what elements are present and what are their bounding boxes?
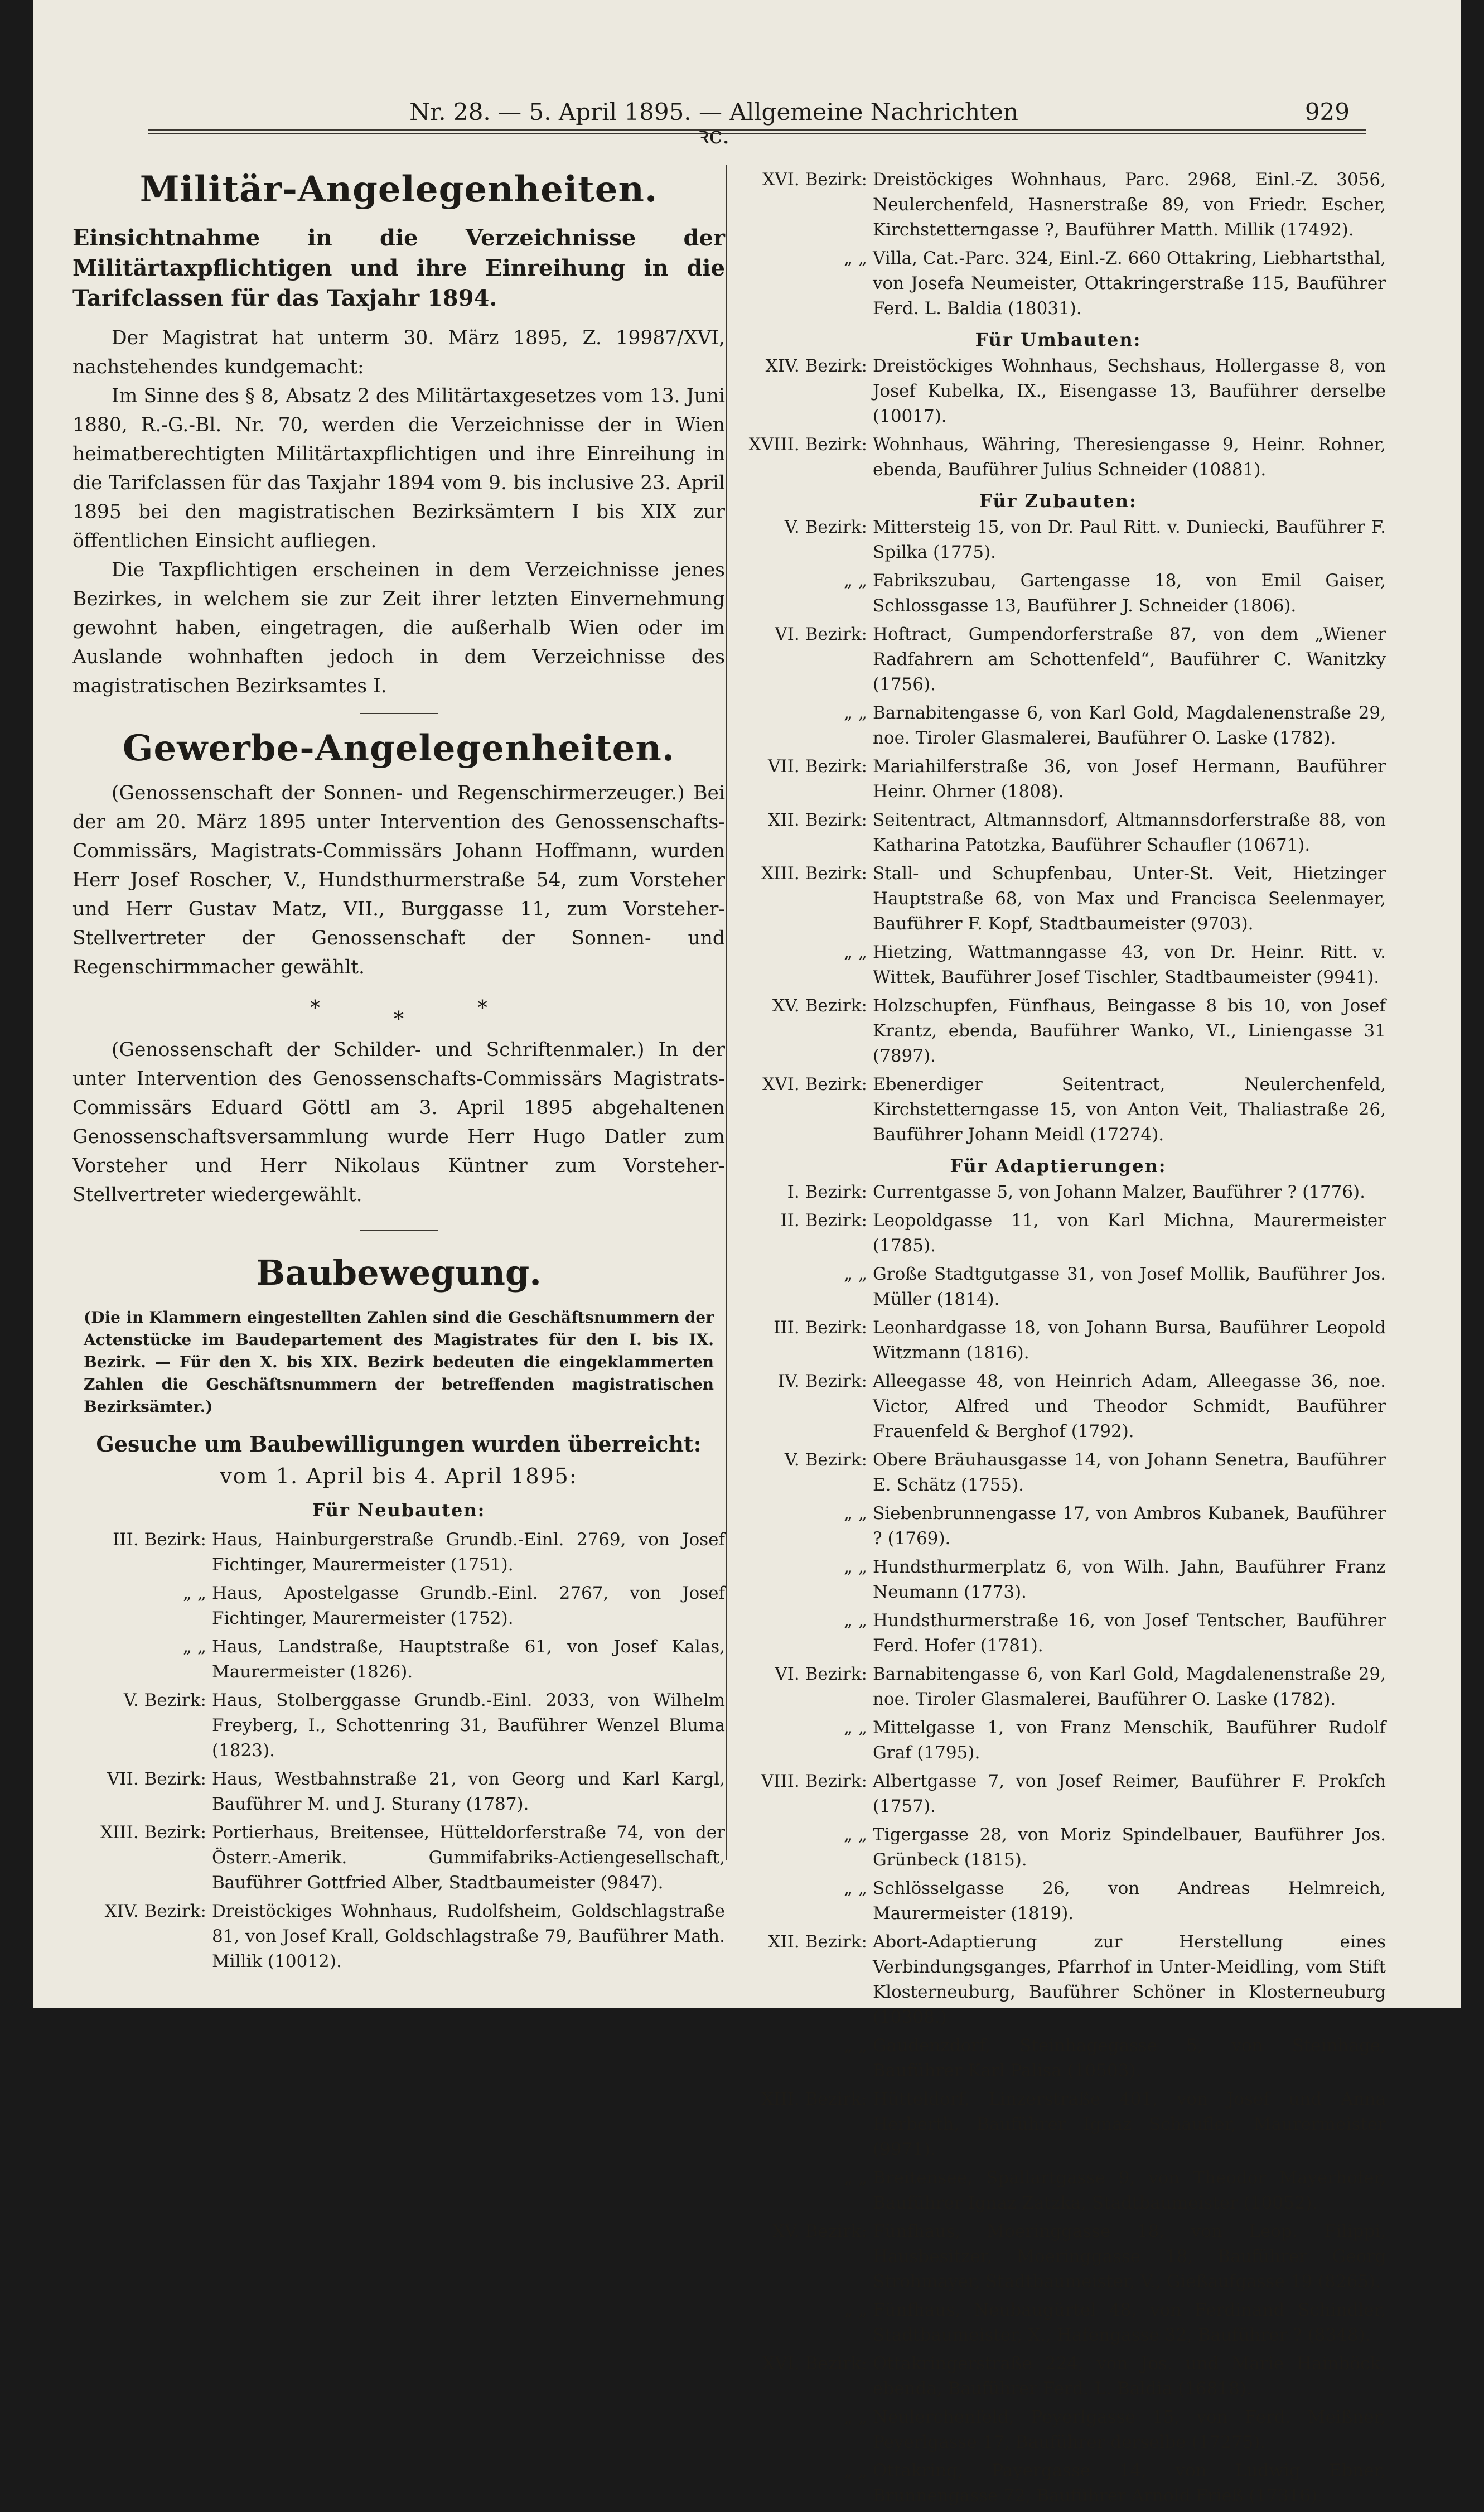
district: „ „	[183, 1637, 206, 1657]
entry-text: Leopoldgasse 11, von Karl Michna, Maurermeister (1785).	[873, 1211, 1386, 1256]
district: „ „	[844, 703, 867, 723]
build-heading: Baubewegung.	[256, 1252, 542, 1293]
district: XIV. Bezirk:	[104, 1901, 206, 1921]
neubauten-heading: Für Neubauten:	[312, 1500, 486, 1521]
list-item	[731, 1501, 1386, 1551]
district: „ „	[844, 1878, 867, 1898]
list-item	[731, 568, 1386, 619]
district: XV. Bezirk:	[772, 996, 867, 1016]
entry-text: Hütteldorf, Linzerstraße 401, von Josef und Anna Herberth, Bauführer Ignaz Schaufler, Maurermeister (9971).	[873, 2089, 1386, 2159]
entry-text: Barnabitengasse 6, von Karl Gold, Magdalenenstraße 29, noe. Tiroler Glasmalerei, Bauführer O. Laske (1782).	[873, 703, 1386, 748]
district: „ „	[844, 1264, 867, 1284]
military-paragraph-3: Die Taxpflichtigen erscheinen in dem Verzeichnisse jenes Bezirkes, in welchem sie zur Zeit ihrer letzten Einvernehmung gewohnt haben, eingetragen, die außerhalb Wien oder im Auslande wohnhaften jedoch in dem Verzeichnisse des magistratischen Bezirksamtes I.	[72, 559, 725, 697]
entry-text: Fünfhaus, Moeringgasse 18, von Leop. Filippi, Hausbesitzer, Moeringgasse 18, Bauführer Georg Strohmayer, Stadtbaumeister, V., Gießaufgasse 19 (8265).	[873, 2221, 1386, 2292]
list-item	[72, 1899, 725, 1974]
district: „ „	[844, 2461, 867, 2481]
list-item	[731, 2405, 1386, 2455]
entry-text: Haus, Stolberggasse Grundb.-Einl. 2033, von Wilhelm Freyberg, I., Schottenring 31, Bauführer Wenzel Bluma (1823).	[212, 1690, 725, 1761]
entry-text: Hietzing, Wattmanngasse 43, von Dr. Heinr. Ritt. v. Wittek, Bauführer Josef Tischler, Stadtbaumeister (9941).	[873, 942, 1386, 987]
umbauten-heading: Für Umbauten:	[975, 329, 1142, 350]
district: „ „	[844, 571, 867, 591]
star: *	[310, 997, 320, 1020]
district: „ „	[844, 942, 867, 962]
entry-text: Große Stadtgutgasse 31, von Josef Mollik, Bauführer Jos. Müller (1814).	[873, 1264, 1386, 1309]
entry-text: Abort-Adaptierung zur Herstellung eines Verbindungsganges, Pfarrhof in Unter-Meidling, vom Stift Klosterneuburg, Bauführer Schöner in Klosterneuburg (10308.)	[873, 1932, 1386, 2027]
list-item	[731, 861, 1386, 937]
list-item	[731, 2298, 1386, 2348]
list-item	[731, 1180, 1386, 1205]
column-divider	[726, 165, 727, 1860]
list-item	[72, 1635, 725, 1685]
list-item	[731, 622, 1386, 697]
build-date: vom 1. April bis 4. April 1895:	[220, 1464, 578, 1488]
entry-text: Gaudenzdorf, Steinhagegasse 5, von Steinhage, Bauführer Karl Palisa (10503).	[873, 2036, 1386, 2081]
district: XII. Bezirk:	[768, 810, 867, 830]
military-paragraph-2: Im Sinne des § 8, Absatz 2 des Militärtaxgesetzes vom 13. Juni 1880, R.-G.-Bl. Nr. 70, werden die Verzeichnisse der in Wien heimatberechtigten Militärtaxpflichtigen und ihre Einreihung in die Tarifclassen für das Taxjahr 1894 vom 9. bis inclusive 23. April 1895 bei den magistratischen Bezirksämtern I bis XIX zur öffentlichen Einsicht aufliegen.	[72, 385, 725, 552]
district: XV. Bezirk:	[772, 2221, 867, 2241]
district: „ „	[844, 2036, 867, 2056]
list-item	[731, 1822, 1386, 1873]
entry-text: Siebenbrunnengasse 17, von Ambros Kubanek, Bauführer ? (1769).	[873, 1503, 1386, 1549]
list-item	[731, 1369, 1386, 1444]
district: „ „	[844, 2300, 867, 2320]
entry-text: Mittelgasse 1, von Franz Menschik, Bauführer Rudolf Graf (1795).	[873, 1718, 1386, 1763]
header-rule	[148, 129, 1366, 134]
district: II. Bezirk:	[780, 1211, 867, 1231]
entry-text: Ottakringerstraße 224, von Jos. und Marie Hainböck, ebenda, Bauführer Ferd. L. Baldia (16818).	[873, 2354, 1386, 2399]
list-item	[731, 1930, 1386, 2030]
entry-text: Breitensee, Spallartgasse 9, von Theodor Mayerhofer, Bauführer Ignaz Zatzka, Stadtbaumeister (10052).	[873, 2168, 1386, 2213]
trade-paragraph-2: (Genossenschaft der Schilder- und Schriftenmaler.) In der unter Intervention des Genossenschafts-Commissärs Magistrats-Commissärs Eduard Göttl am 3. April 1895 abgehaltenen Genossenschaftsversammlung wurde Herr Hugo Datler zum Vorsteher und Herr Nikolaus Küntner zum Vorsteher-Stellvertreter wiedergewählt.	[72, 1039, 725, 1206]
entry-text: Leonhardgasse 18, von Johann Bursa, Bauführer Leopold Witzmann (1816).	[873, 1318, 1386, 1363]
military-subheading: Einsichtnahme in die Verzeichnisse der Militärtaxpflichtigen und ihre Einreihung in die Tarifclassen für das Taxjahr 1894.	[72, 225, 725, 311]
zubauten-heading: Für Zubauten:	[979, 490, 1137, 512]
district: IV. Bezirk:	[777, 1371, 867, 1391]
list-item	[731, 1208, 1386, 1259]
entry-text: Haus, Westbahnstraße 21, von Georg und Karl Kargl, Bauführer M. und J. Sturany (1787).	[212, 1769, 725, 1814]
entry-text: Hundsthurmerplatz 6, von Wilh. Jahn, Bauführer Franz Neumann (1773).	[873, 1557, 1386, 1602]
star: *	[394, 1008, 404, 1031]
military-heading: Militär-Angelegenheiten.	[139, 168, 658, 210]
entry-text: Schlösselgasse 26, von Andreas Helmreich, Maurermeister (1819).	[873, 1878, 1386, 1923]
district: XII. Bezirk:	[768, 1932, 867, 1952]
list-item	[72, 1688, 725, 1763]
section-rule	[360, 1230, 438, 1231]
list-item	[731, 1769, 1386, 1819]
district: XIII. Bezirk:	[761, 864, 867, 884]
newspaper-page	[33, 0, 1461, 2506]
list-item	[731, 1262, 1386, 1312]
entry-text: Dreistöckiges Wohnhaus, Parc. 2968, Einl.-Z. 3056, Neulerchenfeld, Hasnerstraße 89, von Friedr. Escher, Kirchstetterngasse ?, Bauführer Matth. Millik (17492).	[873, 170, 1386, 240]
district: V. Bezirk:	[784, 517, 867, 537]
list-item	[731, 2351, 1386, 2402]
entry-text: Dreistöckiges Wohnhaus, Rudolfsheim, Goldschlagstraße 81, von Josef Krall, Goldschlagstraße 79, Bauführer Math. Millik (10012).	[212, 1901, 725, 1971]
adaptierungen-heading: Für Adaptierungen:	[950, 1155, 1167, 1177]
entry-text: Seitentract, Altmannsdorf, Altmannsdorferstraße 88, von Katharina Patotzka, Bauführer Schaufler (10671).	[873, 810, 1386, 855]
district: „ „	[844, 1718, 867, 1738]
list-item	[731, 354, 1386, 429]
entry-text: Obere Bräuhausgasse 14, von Johann Senetra, Bauführer E. Schätz (1755).	[873, 1450, 1386, 1495]
district: „ „	[844, 1611, 867, 1631]
district: „ „	[844, 2407, 867, 2427]
zubauten-list	[731, 515, 1386, 1147]
district: „ „	[844, 1557, 867, 1577]
entry-text: Hoftract, Gumpendorferstraße 87, von dem „Wiener Radfahrern am Schottenfeld“, Bauführer C. Wanitzky (1756).	[873, 624, 1386, 695]
district: VI. Bezirk:	[775, 1664, 867, 1684]
list-item	[731, 1608, 1386, 1658]
district: V. Bezirk:	[123, 1690, 206, 1710]
neubauten-list	[72, 1527, 725, 1974]
district: „ „	[844, 2168, 867, 2188]
list-item	[72, 1820, 725, 1896]
list-item	[731, 1662, 1386, 1712]
entry-text: Neulerchenfeld, Peyerlgasse 15, von Ferd. Meißner, Peyerlgasse 17, Bauführer derselbe (17275).	[873, 2407, 1386, 2452]
entry-text: Haus, Apostelgasse Grundb.-Einl. 2767, von Josef Fichtinger, Maurermeister (1752).	[212, 1583, 725, 1628]
list-item	[731, 754, 1386, 804]
entry-text: Barnabitengasse 6, von Karl Gold, Magdalenenstraße 29, noe. Tiroler Glasmalerei, Bauführer O. Laske (1782).	[873, 1664, 1386, 1709]
build-subheading: Gesuche um Baubewilligungen wurden überreicht:	[96, 1431, 702, 1457]
entry-text: Albertgasse 7, von Josef Reimer, Bauführer F. Prokſch (1757).	[873, 1771, 1386, 1816]
district: XVI. Bezirk:	[762, 170, 867, 190]
entry-text: Ebenerdiger Seitentract, Neulerchenfeld, Kirchstetterngasse 15, von Anton Veit, Thaliastraße 26, Bauführer Johann Meidl (17274).	[873, 1074, 1386, 1145]
district: V. Bezirk:	[784, 1450, 867, 1470]
district: VI. Bezirk:	[775, 624, 867, 644]
neubauten-continued-list	[731, 167, 1386, 321]
district: XVI. Bezirk:	[762, 1074, 867, 1095]
list-item	[731, 2458, 1386, 2509]
district: XVIII. Bezirk:	[748, 435, 867, 455]
entry-text: Dreistöckiges Wohnhaus, Sechshaus, Hollergasse 8, von Josef Kubelka, IX., Eisengasse 13, Bauführer derselbe (10017).	[873, 356, 1386, 426]
district: „ „	[844, 248, 867, 268]
list-item	[731, 701, 1386, 751]
district: XIII. Bezirk:	[761, 2089, 867, 2109]
list-item	[731, 2219, 1386, 2294]
list-item	[731, 246, 1386, 321]
star: *	[477, 997, 487, 1020]
district: III. Bezirk:	[113, 1530, 206, 1550]
district: „ „	[844, 1825, 867, 1845]
district: I. Bezirk:	[787, 1182, 867, 1202]
entry-text: Fabrikszubau, Gartengasse 18, von Emil Gaiser, Schlossgasse 13, Bauführer J. Schneider (1806).	[873, 571, 1386, 616]
entry-text: Haus, Hainburgerstraße Grundb.-Einl. 2769, von Josef Fichtinger, Maurermeister (1751).	[212, 1530, 725, 1575]
list-item	[731, 1555, 1386, 1605]
entry-text: Ottakring, Payergasse 14, von Ludwig Ebner, Brunnengasse 72, Bauführer Arnold Frieß (17316).	[873, 2461, 1386, 2506]
district: „ „	[183, 1583, 206, 1603]
list-item	[72, 1767, 725, 1817]
trade-heading: Gewerbe-Angelegenheiten.	[122, 727, 675, 769]
star-separator	[72, 995, 725, 1031]
entry-text: Hundsthurmerstraße 16, von Josef Tentscher, Bauführer Ferd. Hofer (1781).	[873, 1611, 1386, 1656]
list-item	[731, 2087, 1386, 2162]
district: XVI. Bezirk:	[762, 2354, 867, 2374]
entry-text: Fünfhaus, Neubaugürtel 48, von Ferdinand Schindler, Stadtbaumeister, X., Hafengasse 32, Bauführer ? (8348).	[873, 2300, 1386, 2345]
list-item	[731, 1876, 1386, 1926]
entry-text: Currentgasse 5, von Johann Malzer, Bauführer ? (1776).	[873, 1182, 1366, 1202]
right-column	[731, 167, 1386, 2512]
list-item	[731, 432, 1386, 483]
list-item	[731, 515, 1386, 565]
district: XIV. Bezirk:	[765, 356, 867, 376]
district: XIII. Bezirk:	[100, 1822, 206, 1843]
list-item	[731, 2033, 1386, 2084]
list-item	[731, 1315, 1386, 1366]
page-number: 929	[1304, 98, 1350, 126]
district: „ „	[844, 1503, 867, 1523]
entry-text: Villa, Cat.-Parc. 324, Einl.-Z. 660 Ottakring, Liebhartsthal, von Josefa Neumeister, Ottakringerstraße 115, Bauführer Ferd. L. Baldia (18031).	[873, 248, 1386, 319]
list-item	[731, 1715, 1386, 1766]
district: III. Bezirk:	[774, 1318, 867, 1338]
list-item	[72, 1527, 725, 1578]
trade-paragraph-1: (Genossenschaft der Sonnen- und Regenschirmerzeuger.) Bei der am 20. März 1895 unter Intervention des Genossenschafts-Commissärs, Magistrats-Commissärs Johann Hoffmann, wurden Herr Josef Roscher, V., Hundsthurmerstraße 54, zum Vorsteher und Herr Gustav Matz, VII., Burggasse 11, zum Vorsteher-Stellvertreter der Genossenschaft der Sonnen- und Regenschirmmacher gewählt.	[72, 782, 725, 978]
entry-text: Alleegasse 48, von Heinrich Adam, Alleegasse 36, noe. Victor, Alfred und Theodor Schmidt, Bauführer Frauenfeld & Berghof (1792).	[873, 1371, 1386, 1441]
list-item	[731, 808, 1386, 858]
list-item	[731, 2166, 1386, 2216]
list-item	[731, 1072, 1386, 1147]
entry-text: Holzschupfen, Fünfhaus, Beingasse 8 bis 10, von Josef Krantz, ebenda, Bauführer Wanko, VI., Liniengasse 31 (7897).	[873, 996, 1386, 1066]
military-paragraph-1: Der Magistrat hat unterm 30. März 1895, Z. 19987/XVI, nachstehendes kundgemacht:	[72, 327, 725, 378]
entry-text: Mariahilferstraße 36, von Josef Hermann, Bauführer Heinr. Ohrner (1808).	[873, 756, 1386, 802]
build-note: (Die in Klammern eingestellten Zahlen sind die Geschäftsnummern der Actenstücke im Baudepartement des Magistrates für den I. bis IX. Bezirk. — Für den X. bis XIX. Bezirk bedeuten die eingeklammerten Zahlen die Geschäftsnummern der betreffenden magistratischen Bezirksämter.)	[84, 1308, 714, 1416]
list-item	[72, 1581, 725, 1631]
entry-text: Wohnhaus, Währing, Theresiengasse 9, Heinr. Rohner, ebenda, Bauführer Julius Schneider (10881).	[873, 435, 1386, 480]
left-column	[72, 167, 725, 1978]
adaptierungen-list	[731, 1180, 1386, 2509]
entry-text: Mittersteig 15, von Dr. Paul Ritt. v. Duniecki, Bauführer F. Spilka (1775).	[873, 517, 1386, 562]
section-rule	[360, 713, 438, 714]
header-title: Nr. 28. — 5. April 1895. — Allgemeine Nachrichten ꝛc.	[409, 98, 1018, 149]
entry-text: Stall- und Schupfenbau, Unter-St. Veit, Hietzinger Hauptstraße 68, von Max und Francisca Seelenmayer, Bauführer F. Kopf, Stadtbaumeister (9703).	[873, 864, 1386, 934]
entry-text: Portierhaus, Breitensee, Hütteldorferstraße 74, von der Österr.-Amerik. Gummifabriks-Actiengesellschaft, Bauführer Gottfried Alber, Stadtbaumeister (9847).	[212, 1822, 725, 1893]
umbauten-list	[731, 354, 1386, 483]
list-item	[731, 1448, 1386, 1498]
list-item	[731, 940, 1386, 990]
entry-text: Haus, Landstraße, Hauptstraße 61, von Josef Kalas, Maurermeister (1826).	[212, 1637, 725, 1682]
district: VIII. Bezirk:	[761, 1771, 867, 1791]
district: VII. Bezirk:	[107, 1769, 206, 1789]
list-item	[731, 994, 1386, 1069]
entry-text: Tigergasse 28, von Moriz Spindelbauer, Bauführer Jos. Grünbeck (1815).	[873, 1825, 1386, 1870]
list-item	[731, 167, 1386, 243]
district: VII. Bezirk:	[767, 756, 867, 777]
